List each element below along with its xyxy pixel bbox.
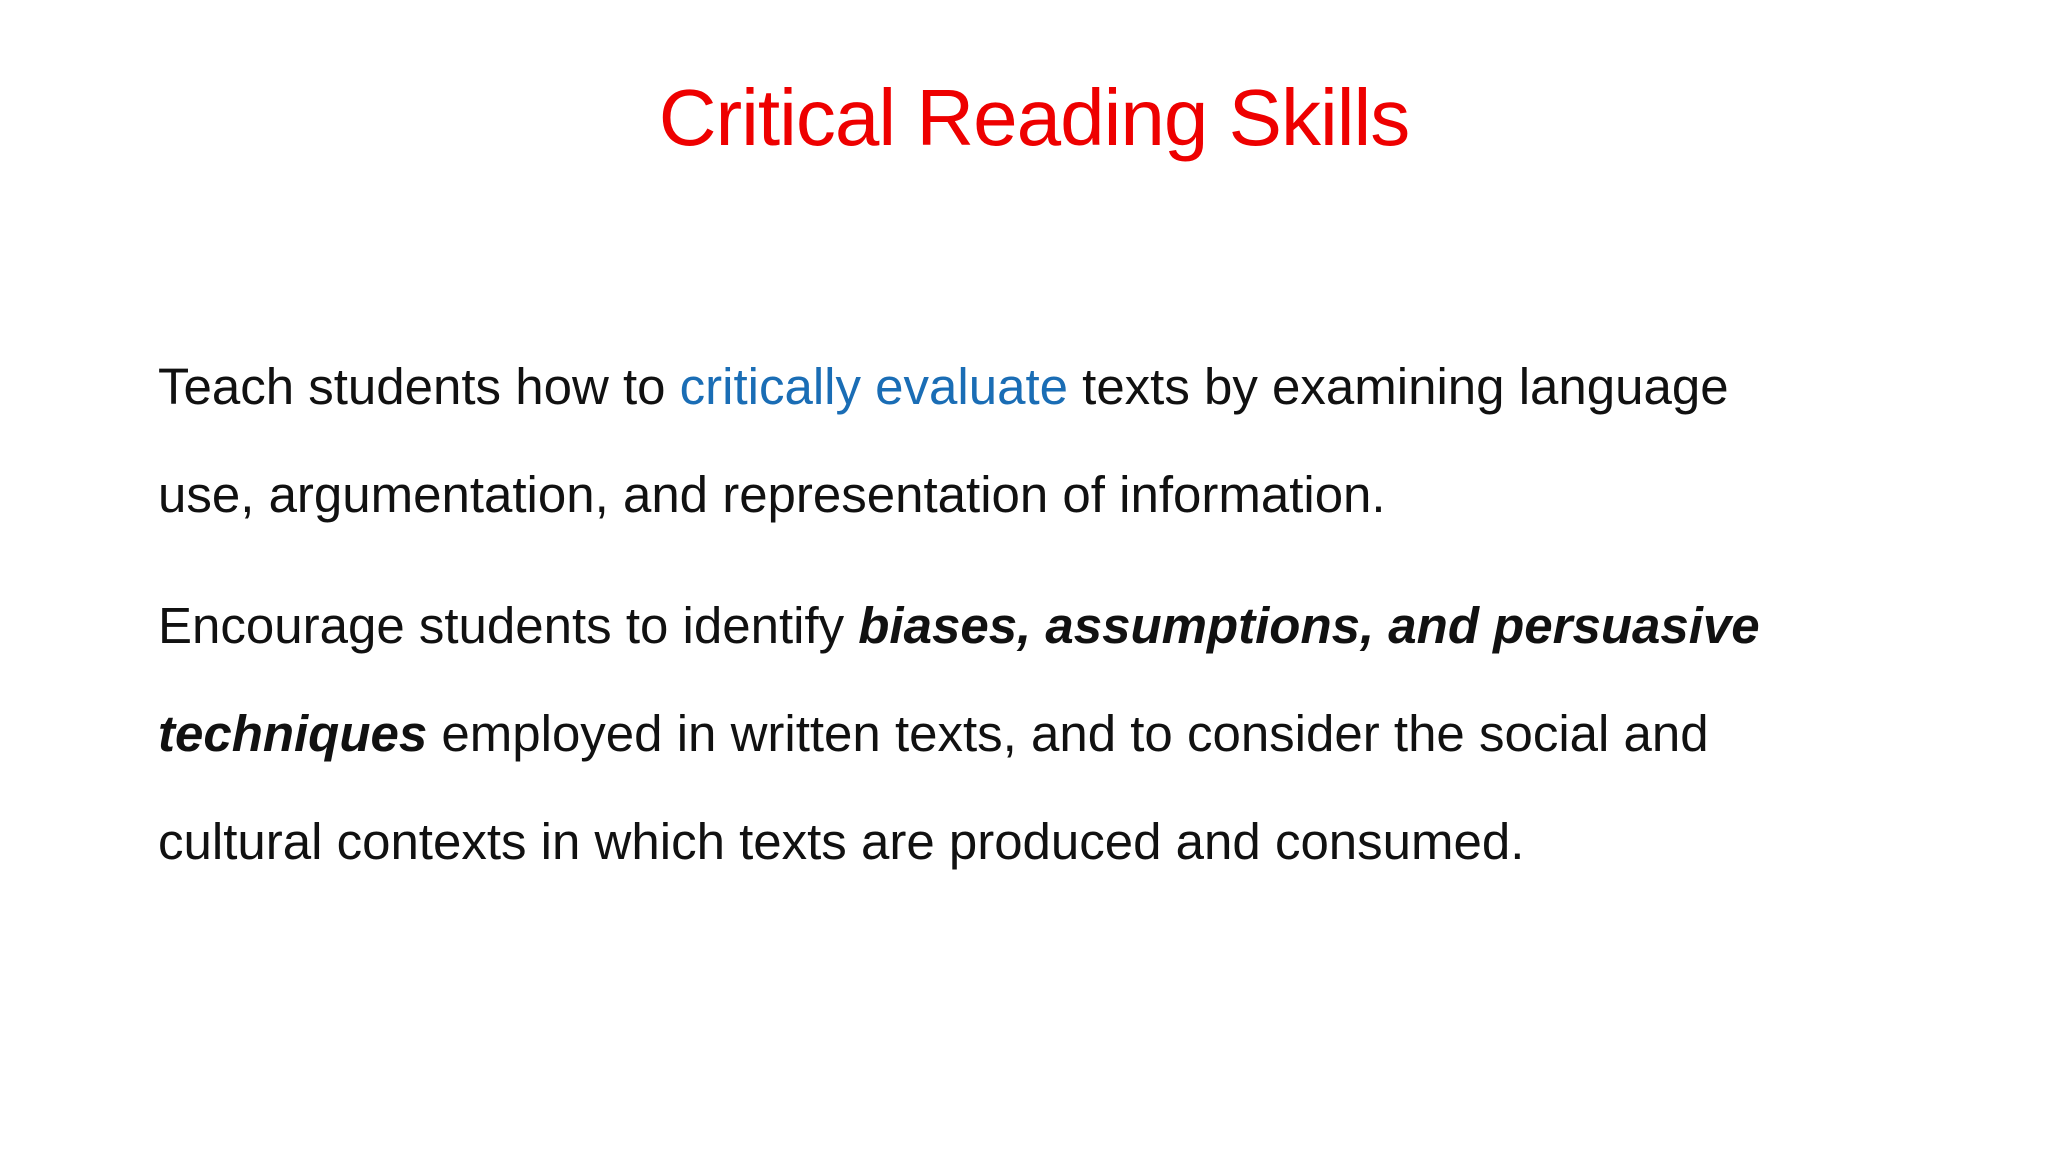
paragraph-1-text-start: Teach students how to (158, 358, 680, 415)
paragraph-1-line-2: use, argumentation, and representation of information. (158, 466, 1386, 523)
highlighted-phrase: critically evaluate (679, 358, 1068, 415)
paragraph-1-line-1 (158, 333, 1958, 441)
paragraph-biases (158, 572, 1958, 896)
paragraph-2-line-3: cultural contexts in which texts are produced and consumed. (158, 813, 1525, 870)
paragraph-2-text-middle: employed in written texts, and to consider the social and (427, 705, 1709, 762)
paragraph-2-text-start: Encourage students to identify (158, 597, 859, 654)
emphasized-phrase-continued: techniques (158, 705, 428, 762)
paragraph-1-text-end: texts by examining language (1067, 358, 1729, 415)
slide-title: Critical Reading Skills (658, 73, 1410, 162)
paragraph-critical-evaluation (158, 333, 1958, 549)
paragraph-2-line-1 (158, 572, 1958, 680)
paragraph-2-line-2 (158, 680, 1958, 788)
slide-body (158, 333, 1958, 896)
emphasized-phrase: biases, assumptions, and persuasive (858, 597, 1760, 654)
